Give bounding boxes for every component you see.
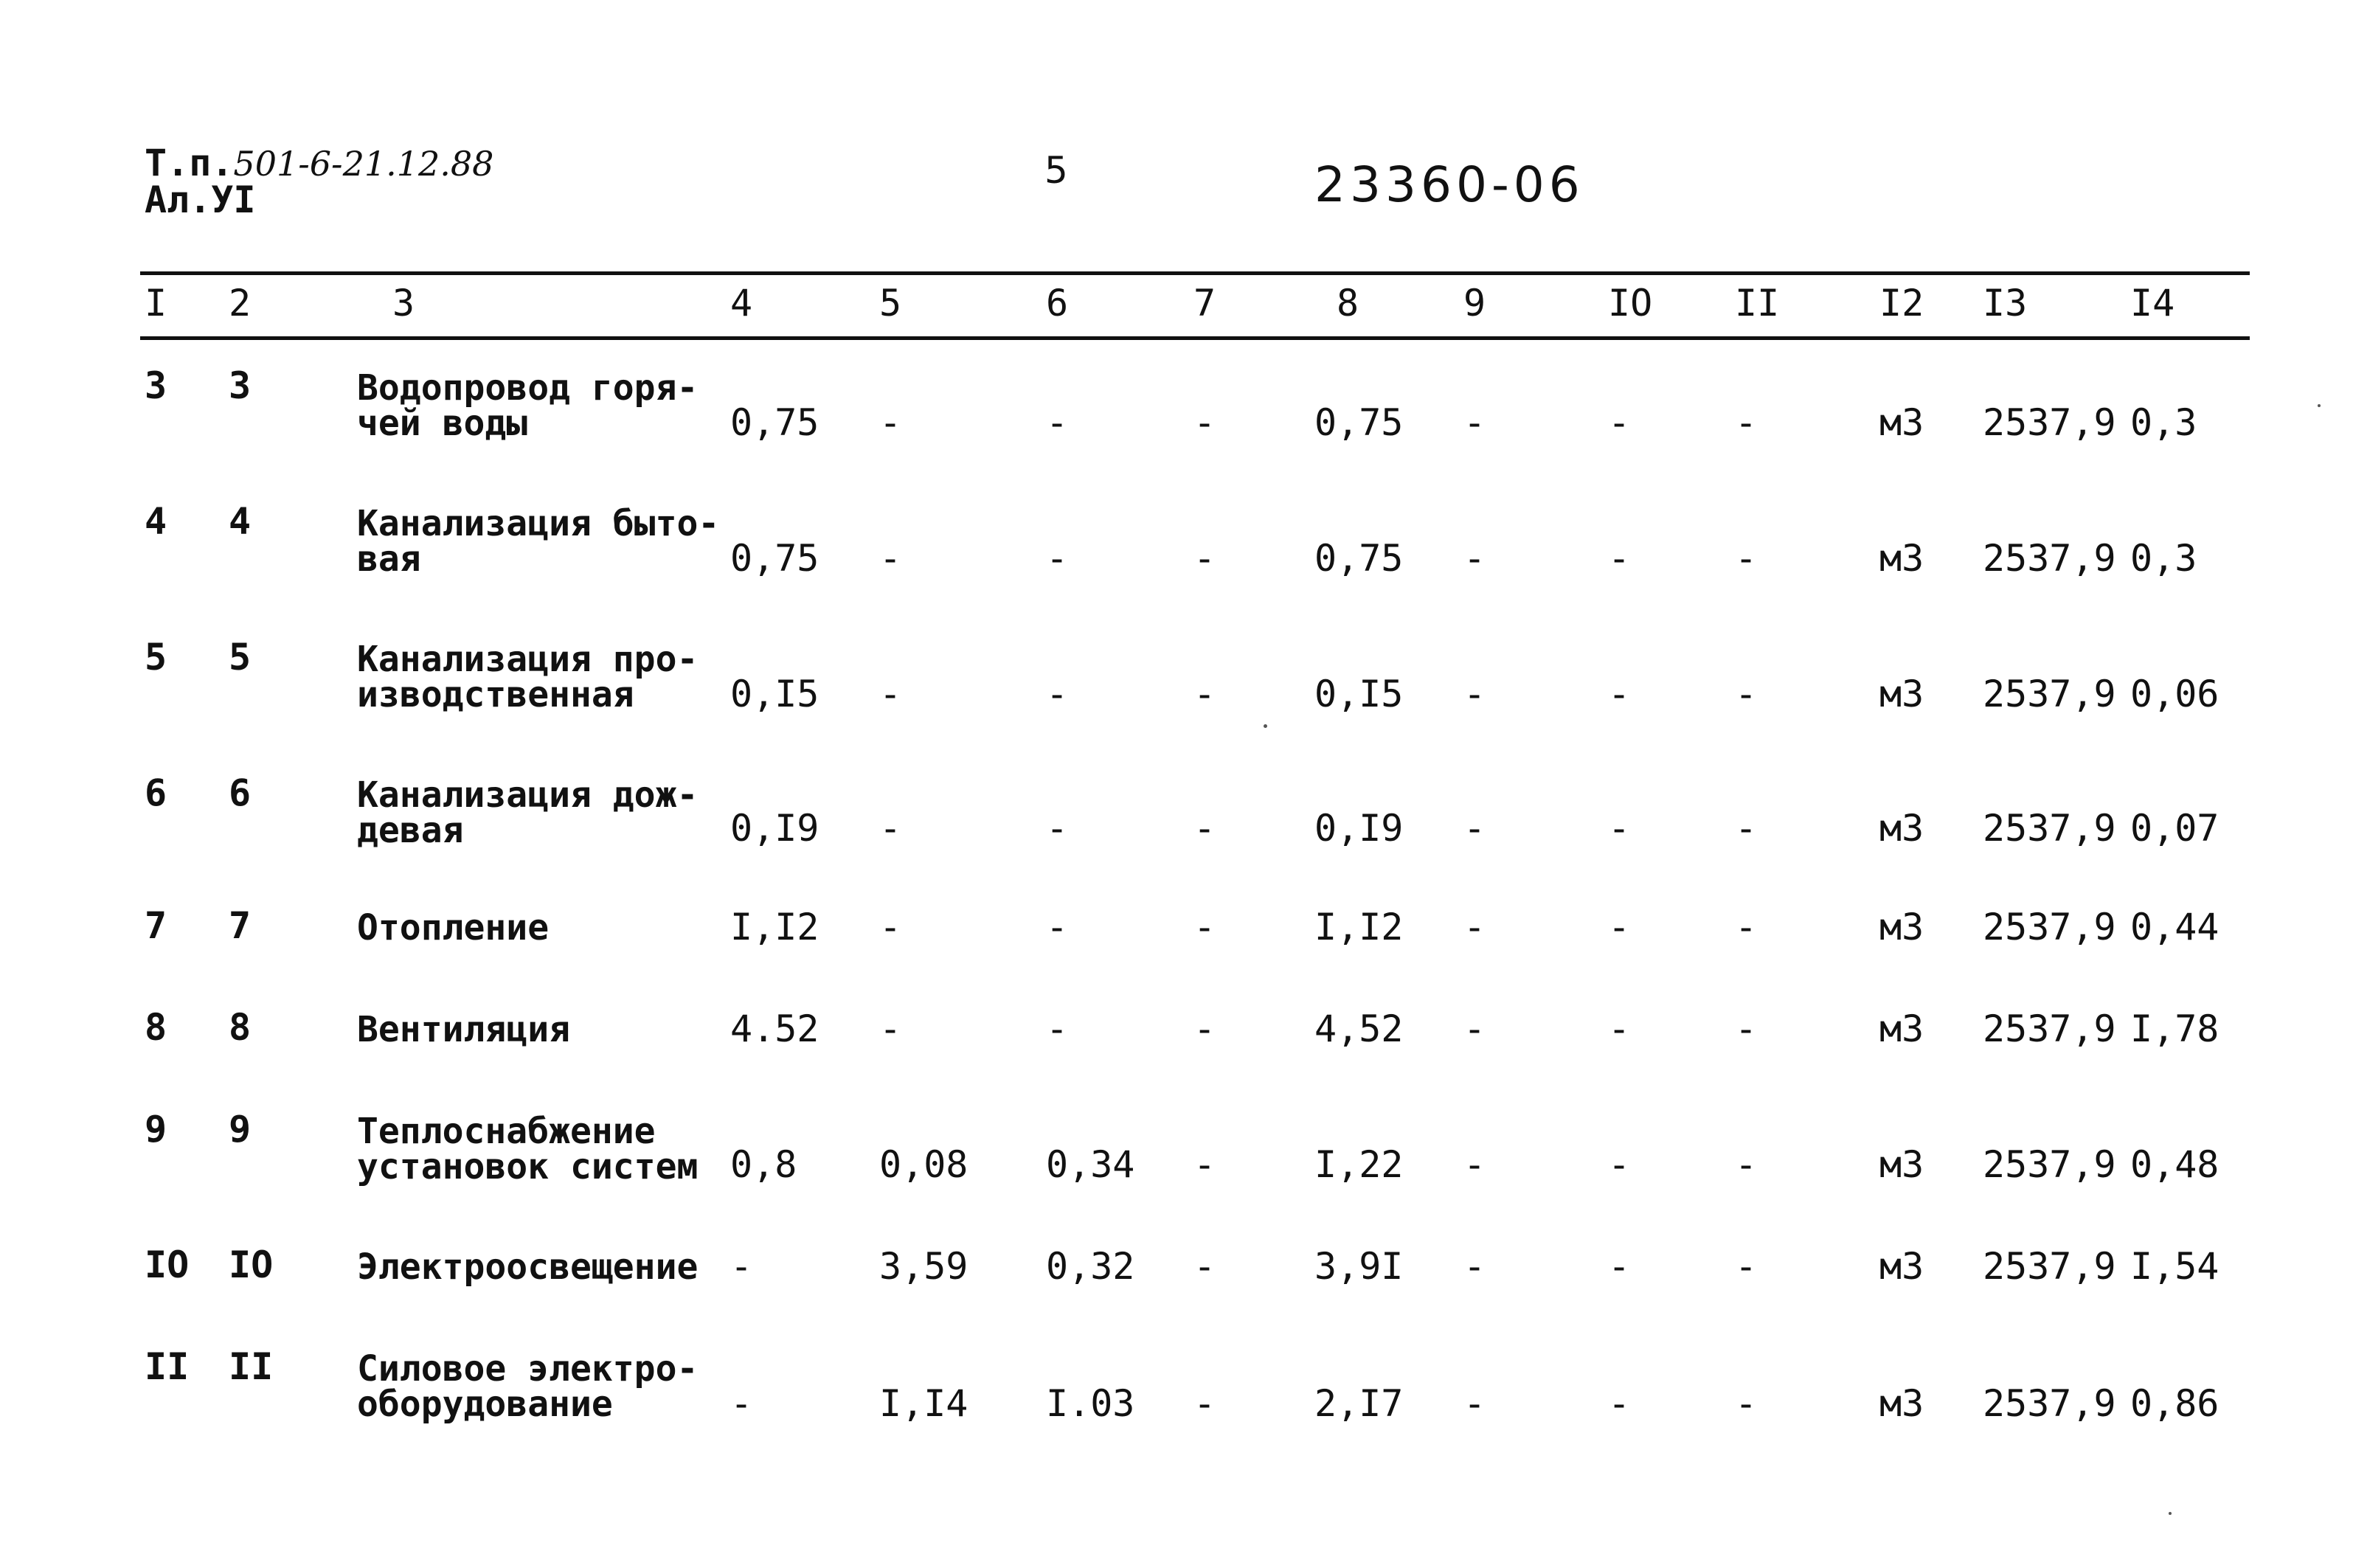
row-description (357, 907, 550, 948)
description-line-1: Теплоснабжение (357, 1111, 656, 1152)
cell-col-6: - (1046, 537, 1069, 580)
cell-col-6: - (1046, 807, 1069, 850)
cell-col-13: 2537,9 (1983, 1382, 2116, 1425)
cell-col-14: 0,06 (2130, 673, 2219, 715)
cell-col-11: - (1735, 1382, 1758, 1425)
cell-col-5: 0,08 (879, 1143, 968, 1186)
column-header: 5 (879, 282, 902, 325)
cell-col-5: - (879, 401, 902, 444)
cell-col-5: - (879, 807, 902, 850)
cell-col-13: 2537,9 (1983, 1007, 2116, 1050)
cell-col-6: 0,34 (1046, 1143, 1135, 1186)
cell-col-8: I,I2 (1314, 906, 1404, 948)
cell-col-14: 0,44 (2130, 906, 2219, 948)
cell-col-4: - (730, 1382, 753, 1425)
cell-col-11: - (1735, 906, 1758, 948)
cell-col-4: 0,75 (730, 401, 819, 444)
description-line-1: Отопление (357, 907, 550, 948)
cell-col-9: - (1463, 401, 1486, 444)
description-line-1: Канализация быто- (357, 503, 720, 544)
row-description (357, 1246, 699, 1288)
description-line-2: оборудование (357, 1384, 613, 1425)
description-line-2: девая (357, 810, 464, 851)
cell-col-6: I.03 (1046, 1382, 1135, 1425)
column-header: 7 (1193, 282, 1216, 325)
description-line-1: Вентиляция (357, 1009, 570, 1050)
cell-col-4: 0,I9 (730, 807, 819, 850)
cell-col-10: - (1608, 1245, 1631, 1288)
cell-col-7: - (1193, 673, 1216, 715)
cell-col-8: 4,52 (1314, 1007, 1404, 1050)
row-number: 5 (145, 636, 167, 679)
cell-col-8: 0,75 (1314, 401, 1404, 444)
row-description (357, 1348, 699, 1425)
cell-col-8: I,22 (1314, 1143, 1404, 1186)
cell-col-14: I,78 (2130, 1007, 2219, 1050)
cell-col-7: - (1193, 537, 1216, 580)
cell-col-11: - (1735, 1245, 1758, 1288)
cell-col-8: 3,9I (1314, 1245, 1404, 1288)
cell-col-6: - (1046, 906, 1069, 948)
row-position: 3 (229, 364, 252, 407)
cell-col-12: м3 (1879, 1382, 1924, 1425)
row-number: IO (145, 1243, 190, 1286)
row-number: 8 (145, 1006, 167, 1049)
scan-speck (2169, 1512, 2172, 1515)
cell-col-13: 2537,9 (1983, 906, 2116, 948)
page-number: 5 (1044, 149, 1068, 192)
column-header: 2 (229, 282, 252, 325)
column-header: I2 (1879, 282, 1924, 325)
row-position: 6 (229, 771, 252, 814)
cell-col-8: 0,75 (1314, 537, 1404, 580)
cell-col-9: - (1463, 1245, 1486, 1288)
column-header: II (1735, 282, 1780, 325)
cell-col-5: I,I4 (879, 1382, 968, 1425)
cell-col-8: 0,I9 (1314, 807, 1404, 850)
cell-col-14: 0,07 (2130, 807, 2219, 850)
description-line-1: Силовое электро- (357, 1348, 699, 1390)
cell-col-5: - (879, 1007, 902, 1050)
cell-col-7: - (1193, 1007, 1216, 1050)
cell-col-11: - (1735, 1007, 1758, 1050)
cell-col-6: 0,32 (1046, 1245, 1135, 1288)
row-position: 7 (229, 904, 252, 947)
cell-col-13: 2537,9 (1983, 673, 2116, 715)
cell-col-10: - (1608, 906, 1631, 948)
cell-col-14: 0,48 (2130, 1143, 2219, 1186)
cell-col-9: - (1463, 807, 1486, 850)
cell-col-4: 0,I5 (730, 673, 819, 715)
cell-col-12: м3 (1879, 537, 1924, 580)
cell-col-9: - (1463, 673, 1486, 715)
cell-col-9: - (1463, 1143, 1486, 1186)
cell-col-4: 4.52 (730, 1007, 819, 1050)
cell-col-10: - (1608, 537, 1631, 580)
row-number: 9 (145, 1108, 167, 1151)
description-line-2: изводственная (357, 674, 634, 715)
row-description (357, 503, 720, 580)
cell-col-6: - (1046, 401, 1069, 444)
cell-col-12: м3 (1879, 673, 1924, 715)
cell-col-14: 0,3 (2130, 401, 2197, 444)
row-number: 3 (145, 364, 167, 407)
cell-col-11: - (1735, 807, 1758, 850)
column-header: 3 (392, 282, 415, 325)
column-header: 9 (1463, 282, 1486, 325)
cell-col-6: - (1046, 673, 1069, 715)
cell-col-14: 0,3 (2130, 537, 2197, 580)
cell-col-8: 2,I7 (1314, 1382, 1404, 1425)
cell-col-10: - (1608, 673, 1631, 715)
cell-col-12: м3 (1879, 1143, 1924, 1186)
cell-col-5: 3,59 (879, 1245, 968, 1288)
row-description (357, 1009, 570, 1050)
description-line-2: установок систем (357, 1146, 699, 1187)
cell-col-12: м3 (1879, 807, 1924, 850)
description-line-2: чей воды (357, 403, 528, 444)
row-position: 4 (229, 500, 252, 543)
cell-col-12: м3 (1879, 1007, 1924, 1050)
cell-col-7: - (1193, 807, 1216, 850)
description-line-1: Канализация про- (357, 639, 699, 680)
column-header: 6 (1046, 282, 1069, 325)
cell-col-4: 0,75 (730, 537, 819, 580)
cell-col-5: - (879, 906, 902, 948)
scan-speck (2318, 404, 2321, 407)
cell-col-12: м3 (1879, 906, 1924, 948)
description-line-1: Водопровод горя- (357, 367, 699, 409)
row-number: 6 (145, 771, 167, 814)
row-position: 8 (229, 1006, 252, 1049)
cell-col-12: м3 (1879, 401, 1924, 444)
cell-col-7: - (1193, 401, 1216, 444)
cell-col-5: - (879, 537, 902, 580)
row-number: 4 (145, 500, 167, 543)
cell-col-13: 2537,9 (1983, 1143, 2116, 1186)
cell-col-11: - (1735, 401, 1758, 444)
row-description (357, 639, 699, 715)
cell-col-12: м3 (1879, 1245, 1924, 1288)
table-header-rule (140, 336, 2250, 340)
cell-col-5: - (879, 673, 902, 715)
row-position: 5 (229, 636, 252, 679)
column-header: I (145, 282, 167, 325)
row-description (357, 1111, 699, 1187)
cell-col-13: 2537,9 (1983, 1245, 2116, 1288)
series-printed: Т.п. (145, 142, 234, 184)
album-label: Ал.УI (145, 178, 256, 221)
cell-col-13: 2537,9 (1983, 401, 2116, 444)
cell-col-13: 2537,9 (1983, 537, 2116, 580)
row-description (357, 774, 699, 851)
cell-col-11: - (1735, 673, 1758, 715)
description-line-1: Электроосвещение (357, 1246, 699, 1288)
cell-col-8: 0,I5 (1314, 673, 1404, 715)
cell-col-9: - (1463, 906, 1486, 948)
cell-col-11: - (1735, 1143, 1758, 1186)
cell-col-11: - (1735, 537, 1758, 580)
row-position: 9 (229, 1108, 252, 1151)
cell-col-7: - (1193, 1245, 1216, 1288)
cell-col-9: - (1463, 537, 1486, 580)
cell-col-10: - (1608, 401, 1631, 444)
cell-col-14: 0,86 (2130, 1382, 2219, 1425)
column-header: 4 (730, 282, 753, 325)
row-position: IO (229, 1243, 274, 1286)
table-top-rule (140, 271, 2250, 275)
description-line-1: Канализация дож- (357, 774, 699, 816)
cell-col-7: - (1193, 1143, 1216, 1186)
row-number: 7 (145, 904, 167, 947)
cell-col-10: - (1608, 807, 1631, 850)
cell-col-10: - (1608, 1007, 1631, 1050)
cell-col-7: - (1193, 1382, 1216, 1425)
column-header: 8 (1337, 282, 1359, 325)
row-position: II (229, 1345, 274, 1388)
cell-col-4: - (730, 1245, 753, 1288)
cell-col-13: 2537,9 (1983, 807, 2116, 850)
description-line-2: вая (357, 538, 421, 580)
column-header: I4 (2130, 282, 2175, 325)
cell-col-14: I,54 (2130, 1245, 2219, 1288)
cell-col-10: - (1608, 1382, 1631, 1425)
cell-col-4: I,I2 (730, 906, 819, 948)
row-description (357, 367, 699, 444)
cell-col-7: - (1193, 906, 1216, 948)
column-header: I3 (1983, 282, 2028, 325)
cell-col-4: 0,8 (730, 1143, 797, 1186)
row-number: II (145, 1345, 190, 1388)
cell-col-6: - (1046, 1007, 1069, 1050)
cell-col-9: - (1463, 1382, 1486, 1425)
cell-col-9: - (1463, 1007, 1486, 1050)
column-header: IO (1608, 282, 1653, 325)
document-code: 23360-06 (1314, 156, 1584, 213)
series-handwritten: 501-6-21.12.88 (233, 144, 494, 184)
document-series (145, 142, 494, 184)
scan-speck (1264, 724, 1267, 728)
cell-col-10: - (1608, 1143, 1631, 1186)
